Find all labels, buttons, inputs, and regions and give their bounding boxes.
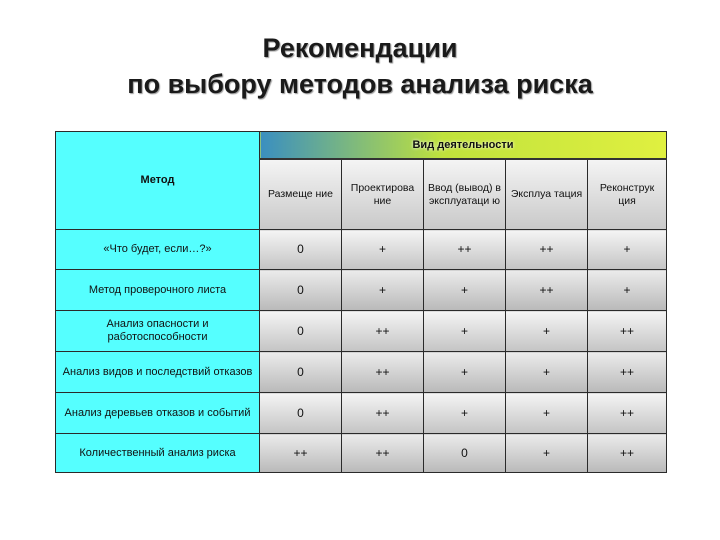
column-header: Размеще ние (260, 159, 342, 230)
value-cell: ++ (588, 434, 667, 473)
column-header: Эксплуа тация (506, 159, 588, 230)
value-cell: ++ (588, 393, 667, 434)
value-cell: ++ (342, 352, 424, 393)
table-row (56, 230, 667, 270)
table-row (56, 393, 667, 434)
table-row (56, 270, 667, 311)
table-row (56, 352, 667, 393)
value-cell: + (424, 393, 506, 434)
value-cell: 0 (260, 352, 342, 393)
method-cell: «Что будет, если…?» (56, 230, 260, 270)
value-cell: + (342, 230, 424, 270)
method-cell: Метод проверочного листа (56, 270, 260, 311)
value-cell: 0 (260, 393, 342, 434)
value-cell: + (506, 393, 588, 434)
value-cell: 0 (260, 230, 342, 270)
method-cell: Анализ видов и последствий отказов (56, 352, 260, 393)
column-header: Ввод (вывод) в эксплуатаци ю (424, 159, 506, 230)
title-line-2: по выбору методов анализа риска (127, 69, 593, 99)
method-cell: Анализ опасности и работоспособности (56, 311, 260, 352)
activity-header: Вид деятельности (260, 132, 667, 160)
column-header: Реконструк ция (588, 159, 667, 230)
value-cell: ++ (342, 393, 424, 434)
value-cell: + (342, 270, 424, 311)
value-cell: + (506, 352, 588, 393)
value-cell: + (424, 311, 506, 352)
value-cell: + (506, 311, 588, 352)
method-column-header: Метод (56, 132, 260, 230)
methods-table (55, 131, 667, 473)
value-cell: ++ (342, 311, 424, 352)
method-cell: Количественный анализ риска (56, 434, 260, 473)
value-cell: 0 (260, 311, 342, 352)
method-cell: Анализ деревьев отказов и событий (56, 393, 260, 434)
value-cell: ++ (588, 352, 667, 393)
value-cell: 0 (260, 270, 342, 311)
slide-title (0, 30, 720, 102)
title-line-1: Рекомендации (262, 33, 458, 63)
column-header: Проектирова ние (342, 159, 424, 230)
value-cell: ++ (342, 434, 424, 473)
value-cell: + (424, 270, 506, 311)
value-cell: 0 (424, 434, 506, 473)
value-cell: ++ (260, 434, 342, 473)
value-cell: ++ (588, 311, 667, 352)
value-cell: + (506, 434, 588, 473)
value-cell: ++ (506, 270, 588, 311)
table-row (56, 434, 667, 473)
value-cell: + (588, 230, 667, 270)
value-cell: ++ (424, 230, 506, 270)
table-row (56, 311, 667, 352)
value-cell: ++ (506, 230, 588, 270)
value-cell: + (424, 352, 506, 393)
value-cell: + (588, 270, 667, 311)
